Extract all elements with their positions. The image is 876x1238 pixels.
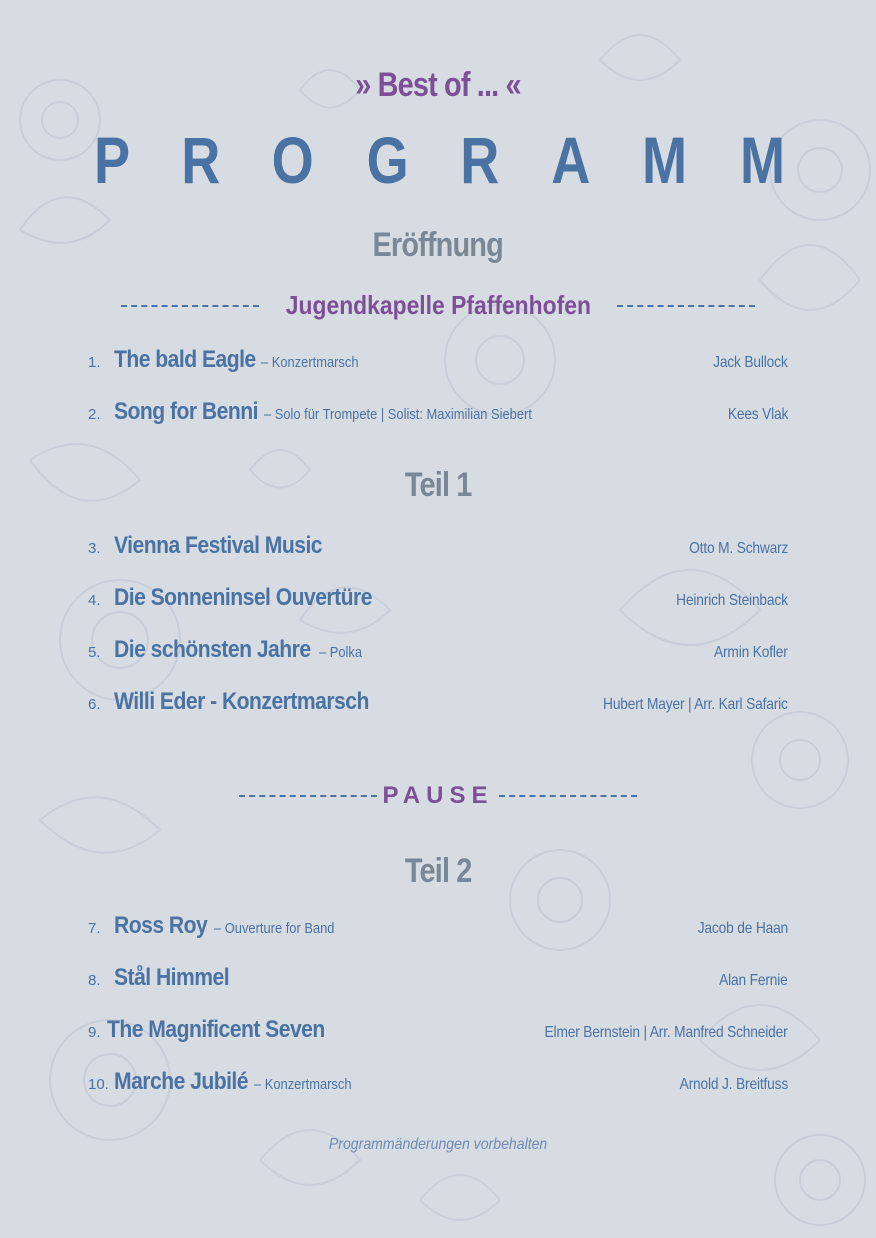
event-subtitle: » Best of ... «: [355, 66, 521, 104]
item-number: 3.: [88, 540, 101, 557]
band-banner: [0, 290, 876, 321]
footer-note-text: Programmänderungen vorbehalten: [328, 1136, 548, 1153]
item-title: Song for Benni: [114, 398, 258, 425]
title-letter: M: [739, 123, 785, 197]
program-item: [88, 584, 788, 618]
section-heading-part2: [0, 852, 876, 891]
footer-note: [0, 1136, 876, 1154]
item-detail: – Solo für Trompete | Solist: Maximilian Siebert: [263, 406, 532, 423]
title-letter: M: [642, 123, 688, 197]
section-heading-opening: [0, 226, 876, 265]
item-composer: Elmer Bernstein | Arr. Manfred Schneider: [545, 1024, 788, 1041]
program-item: [88, 688, 788, 722]
program-item: [88, 1068, 788, 1102]
dashed-divider-right: [617, 305, 755, 307]
item-title: The bald Eagle: [114, 346, 256, 373]
title-letter: P: [93, 123, 131, 197]
item-number: 7.: [88, 920, 101, 937]
program-item: [88, 636, 788, 670]
program-title: [90, 122, 790, 198]
item-title: Vienna Festival Music: [114, 532, 323, 559]
item-number: 1.: [88, 354, 101, 371]
program-item: [88, 912, 788, 946]
item-title: Ross Roy: [114, 912, 208, 939]
program-item: [88, 532, 788, 566]
item-composer: Otto M. Schwarz: [688, 540, 788, 557]
item-detail: – Konzertmarsch: [254, 1076, 352, 1093]
section-heading-label: Eröffnung: [372, 226, 504, 264]
item-title: Willi Eder - Konzertmarsch: [114, 688, 369, 715]
section-heading-part1: [0, 466, 876, 505]
dashed-divider-left: [239, 795, 377, 797]
item-number: 5.: [88, 644, 101, 661]
item-number: 4.: [88, 592, 101, 609]
pause-banner: [0, 782, 876, 810]
title-letter: A: [550, 123, 590, 197]
item-composer: Jacob de Haan: [697, 920, 788, 937]
section-heading-label: Teil 2: [404, 852, 472, 890]
item-composer: Hubert Mayer | Arr. Karl Safaric: [603, 696, 788, 713]
item-detail: – Polka: [319, 644, 363, 661]
title-letter: O: [272, 123, 315, 197]
band-name: Jugendkapelle Pfaffenhofen: [285, 290, 591, 320]
item-number: 2.: [88, 406, 101, 423]
title-letter: R: [181, 123, 221, 197]
program-item: [88, 346, 788, 380]
dashed-divider-right: [499, 795, 637, 797]
item-detail: – Konzertmarsch: [260, 354, 359, 371]
item-detail: – Ouverture for Band: [213, 920, 335, 937]
item-composer: Jack Bullock: [713, 354, 788, 371]
item-title: The Magnificent Seven: [107, 1016, 325, 1043]
item-number: 9.: [88, 1024, 101, 1041]
program-item: [88, 398, 788, 432]
item-composer: Heinrich Steinback: [676, 592, 788, 609]
program-item: [88, 1016, 788, 1050]
item-composer: Armin Kofler: [714, 644, 788, 661]
item-number: 10.: [88, 1076, 109, 1093]
item-number: 6.: [88, 696, 101, 713]
item-composer: Arnold J. Breitfuss: [679, 1076, 788, 1093]
item-composer: Alan Fernie: [719, 972, 788, 989]
item-title: Stål Himmel: [114, 964, 230, 991]
item-title: Marche Jubilé: [114, 1068, 248, 1095]
program-item: [88, 964, 788, 998]
dashed-divider-left: [121, 305, 259, 307]
title-letter: R: [460, 123, 500, 197]
item-title: Die Sonneninsel Ouvertüre: [114, 584, 372, 611]
item-composer: Kees Vlak: [727, 406, 788, 423]
pause-label: PAUSE: [382, 782, 494, 809]
item-number: 8.: [88, 972, 101, 989]
section-heading-label: Teil 1: [404, 466, 472, 504]
item-title: Die schönsten Jahre: [114, 636, 311, 663]
title-letter: G: [366, 123, 409, 197]
